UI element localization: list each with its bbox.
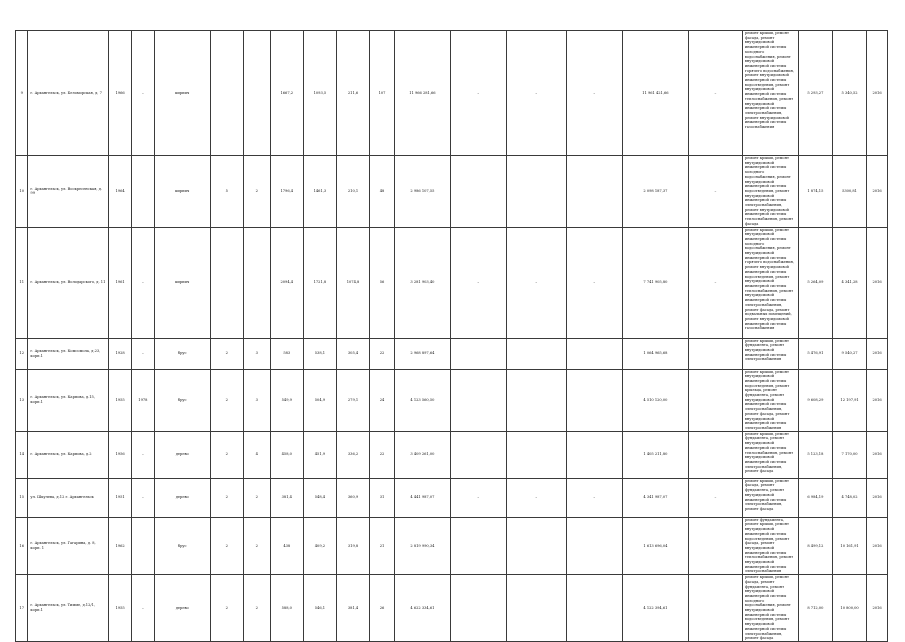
reconstruction-year-cell: 1978 [131,369,154,431]
premises-area-cell: 409,2 [303,517,336,574]
housing-register-table [15,30,888,642]
residential-area-cell: 381,4 [336,575,369,642]
planned-year-cell: 2016 [867,431,888,478]
max-unit-cost-cell: 9 540,27 [832,338,866,369]
premises-area-cell: 1461,3 [303,156,336,228]
federal-funds-cell [450,369,506,431]
local-funds-cell [566,431,622,478]
floors-cell: 2 [210,575,243,642]
max-unit-cost-cell: 4 341,28 [832,227,866,338]
floors-cell: 5 [210,156,243,228]
reconstruction-year-cell: – [131,478,154,517]
federal-funds-cell [450,156,506,228]
total-area-cell: 458,0 [270,431,303,478]
unit-cost-cell: 6 984,19 [798,478,832,517]
entrances-cell: 3 [243,338,270,369]
floors-cell: 2 [210,338,243,369]
row-number: 13 [16,369,28,431]
total-cost-cell: 4 622 334,61 [394,575,450,642]
owners-funds-cell: 4 510 120,00 [622,369,688,431]
wall-material-cell: брус [154,517,210,574]
table-row [16,31,888,156]
row-number: 9 [16,31,28,156]
residents-cell: 24 [370,369,395,431]
total-area-cell: 549,9 [270,369,303,431]
other-funds-cell [689,369,743,431]
other-funds-cell [689,431,743,478]
total-area-cell: 588,0 [270,575,303,642]
construction-year-cell: 1956 [109,431,132,478]
floors-cell: 2 [210,369,243,431]
table-row [16,431,888,478]
unit-cost-cell: 8 499,12 [798,517,832,574]
floors-cell: 2 [210,517,243,574]
entrances-cell [243,31,270,156]
works-list-cell: ремонт крыши, ремонт фундамента, ремонт внутридомовой инженерной системы теплоснабжения, ремонт внутридомовой инженерной системы электроснабжения, ремонт фасада [742,431,798,478]
premises-area-cell: 1093,5 [303,31,336,156]
local-funds-cell [566,369,622,431]
total-area-cell: 381,4 [270,478,303,517]
row-number: 15 [16,478,28,517]
wall-material-cell: брус [154,369,210,431]
address-cell: г. Архангельск, ул. Володарского, д. 11 [28,227,109,338]
local-funds-cell: – [566,227,622,338]
unit-cost-cell: 1 874,15 [798,156,832,228]
table-row [16,575,888,642]
regional-funds-cell [506,156,566,228]
address-cell: г. Архангельск, ул. Беломорская, д. 7 [28,31,109,156]
reconstruction-year-cell [131,517,154,574]
address-cell: г. Архангельск, ул. Карпова, д.15, корп.1 [28,369,109,431]
wall-material-cell: кирпич [154,156,210,228]
local-funds-cell [566,517,622,574]
floors-cell [210,31,243,156]
reconstruction-year-cell: – [131,338,154,369]
construction-year-cell: 1966 [109,31,132,156]
construction-year-cell: 1962 [109,517,132,574]
regional-funds-cell: – [506,478,566,517]
unit-cost-cell: 5 476,91 [798,338,832,369]
residents-cell: 26 [370,575,395,642]
construction-year-cell: 1955 [109,575,132,642]
works-list-cell: ремонт крыши, ремонт внутридомовой инженерной системы холодного водоснабжения, ремонт внутридомовой инженерной системы горячего водоснабжения, ремонт внутридомовой инженерной системы водоотведения, ремонт внутридомовой инженерной системы теплоснабжения, ремонт внутридомовой инженерной системы электроснабжения, ремонт фасада, ремонт подвальных помещений, ремонт внутридомовой инженерной системы газоснабжения [742,227,798,338]
works-list-cell: ремонт крыши, ремонт фундамента, ремонт внутридомовой инженерной системы электроснабжения [742,338,798,369]
construction-year-cell: 1955 [109,369,132,431]
row-number: 17 [16,575,28,642]
local-funds-cell: – [566,31,622,156]
reconstruction-year-cell [131,156,154,228]
residential-area-cell: 305,4 [336,338,369,369]
wall-material-cell: дерево [154,575,210,642]
other-funds-cell: – [689,227,743,338]
address-cell: г. Архангельск, ул. Комсомола, д.23, корп.1 [28,338,109,369]
max-unit-cost-cell: 4 748,02 [832,478,866,517]
residents-cell: 22 [370,431,395,478]
local-funds-cell: – [566,478,622,517]
regional-funds-cell [506,338,566,369]
owners-funds-cell: 1 613 696,04 [622,517,688,574]
table-row [16,156,888,228]
max-unit-cost-cell: 10 161,91 [832,517,866,574]
residential-area-cell: 360,9 [336,478,369,517]
wall-material-cell: дерево [154,431,210,478]
entrances-cell: 2 [243,156,270,228]
regional-funds-cell [506,369,566,431]
residents-cell: 31 [370,478,395,517]
row-number: 16 [16,517,28,574]
planned-year-cell: 2016 [867,478,888,517]
works-list-cell: ремонт фундамента, ремонт крыши, ремонт внутридомовой инженерной системы водоотведения, ремонт фасада, ремонт внутридомовой инженерной системы теплоснабжения, ремонт внутридомовой инженерной системы электроснабжения [742,517,798,574]
entrances-cell: 2 [243,575,270,642]
total-area-cell: 2094,4 [270,227,303,338]
residents-cell: 107 [370,31,395,156]
owners-funds-cell: 7 741 905,80 [622,227,688,338]
federal-funds-cell [450,575,506,642]
wall-material-cell: брус [154,338,210,369]
max-unit-cost-cell: 7 170,00 [832,431,866,478]
owners-funds-cell: 4 341 987,07 [622,478,688,517]
unit-cost-cell: 5 123,18 [798,431,832,478]
unit-cost-cell: 5 293,27 [798,31,832,156]
works-list-cell: ремонт крыши, ремонт фасада, ремонт фундамента, ремонт внутридомовой инженерной системы электроснабжения, ремонт фасада [742,478,798,517]
table-row [16,227,888,338]
max-unit-cost-cell: 12 197,91 [832,369,866,431]
total-cost-cell: 3 281 903,40 [394,227,450,338]
owners-funds-cell: 2 098 187,37 [622,156,688,228]
floors-cell: 2 [210,431,243,478]
entrances-cell: 2 [243,517,270,574]
wall-material-cell: кирпич [154,31,210,156]
row-number: 11 [16,227,28,338]
regional-funds-cell [506,431,566,478]
owners-funds-cell: 4 122 394,61 [622,575,688,642]
residents-cell: 21 [370,517,395,574]
max-unit-cost-cell: 10 800,00 [832,575,866,642]
floors-cell: 2 [210,478,243,517]
total-area-cell: 583 [270,338,303,369]
total-cost-cell: 3 409 261,00 [394,431,450,478]
residential-area-cell: 279,1 [336,369,369,431]
entrances-cell: 4 [243,431,270,478]
row-number: 12 [16,338,28,369]
residents-cell: 22 [370,338,395,369]
unit-cost-cell: 9 608,29 [798,369,832,431]
floors-cell [210,227,243,338]
address-cell: ул. Шкулева, д.12 г. Архангельск [28,478,109,517]
planned-year-cell: 2016 [867,517,888,574]
local-funds-cell [566,338,622,369]
premises-area-cell: 548,4 [303,478,336,517]
construction-year-cell: 1928 [109,338,132,369]
construction-year-cell: 1961 [109,227,132,338]
total-cost-cell: 2 986 107,55 [394,156,450,228]
other-funds-cell [689,338,743,369]
planned-year-cell: 2016 [867,369,888,431]
entrances-cell: 3 [243,369,270,431]
residents-cell: 48 [370,156,395,228]
unit-cost-cell: 8 712,00 [798,575,832,642]
federal-funds-cell [450,431,506,478]
federal-funds-cell [450,338,506,369]
residential-area-cell: 210,1 [336,156,369,228]
residents-cell: 56 [370,227,395,338]
reconstruction-year-cell: – [131,227,154,338]
planned-year-cell: 2016 [867,338,888,369]
total-cost-cell: 4 441 987,07 [394,478,450,517]
total-cost-cell: 4 123 560,50 [394,369,450,431]
local-funds-cell [566,575,622,642]
row-number: 10 [16,156,28,228]
reconstruction-year-cell: – [131,431,154,478]
total-area-cell: 1667,2 [270,31,303,156]
regional-funds-cell [506,575,566,642]
total-cost-cell: 2 819 990,34 [394,517,450,574]
premises-area-cell: 546,1 [303,575,336,642]
works-list-cell: ремонт крыши, ремонт фасада, ремонт внутридомовой инженерной системы холодного водоснабжения, ремонт внутридомовой инженерной системы горячего водоснабжения, ремонт внутридомовой инженерной системы водоотведения, ремонт внутридомовой инженерной системы теплоснабжения, ремонт внутридомовой инженерной системы электроснабжения, ремонт внутридомовой инженерной системы газоснабжения [742,31,798,156]
address-cell: г. Архангельск, ул. Карпова, д.2 [28,431,109,478]
total-cost-cell: 2 968 897,64 [394,338,450,369]
total-area-cell: 438 [270,517,303,574]
address-cell: г. Архангельск, ул. Воскресенская, д. 99 [28,156,109,228]
premises-area-cell: 451,9 [303,431,336,478]
row-number: 14 [16,431,28,478]
planned-year-cell: 2016 [867,575,888,642]
regional-funds-cell: – [506,31,566,156]
residential-area-cell: 211,6 [336,31,369,156]
premises-area-cell: 1721,8 [303,227,336,338]
federal-funds-cell [450,517,506,574]
works-list-cell: ремонт крыши, ремонт фасада, ремонт фундамента, ремонт внутридомовой инженерной системы холодного водоснабжения, ремонт внутридомовой инженерной системы водоотведения, ремонт внутридомовой инженерной системы электроснабжения, ремонт фасада [742,575,798,642]
regional-funds-cell [506,517,566,574]
wall-material-cell: кирпич [154,227,210,338]
reconstruction-year-cell: – [131,575,154,642]
other-funds-cell [689,575,743,642]
regional-funds-cell: – [506,227,566,338]
works-list-cell: ремонт крыши, ремонт внутридомовой инженерной системы водоотведения, ремонт крыльца, ремонт фундамента, ремонт внутридомовой инженерной системы электроснабжения, ремонт фасада, ремонт внутридомовой инженерной системы электроснабжения [742,369,798,431]
total-area-cell: 1796,4 [270,156,303,228]
table-row [16,338,888,369]
reconstruction-year-cell: – [131,31,154,156]
residential-area-cell: 319,8 [336,517,369,574]
construction-year-cell: 1951 [109,478,132,517]
other-funds-cell: – [689,478,743,517]
residential-area-cell: 1074,8 [336,227,369,338]
other-funds-cell [689,517,743,574]
max-unit-cost-cell: 5300,81 [832,156,866,228]
planned-year-cell: 2016 [867,156,888,228]
planned-year-cell: 2016 [867,31,888,156]
entrances-cell: 2 [243,478,270,517]
federal-funds-cell: – [450,31,506,156]
table-row [16,478,888,517]
other-funds-cell: – [689,31,743,156]
address-cell: г. Архангельск, ул. Гагарина, д. 8, корп. 1 [28,517,109,574]
owners-funds-cell: 1 064 965,68 [622,338,688,369]
planned-year-cell: 2016 [867,227,888,338]
premises-area-cell: 504,9 [303,369,336,431]
entrances-cell [243,227,270,338]
unit-cost-cell: 5 264,09 [798,227,832,338]
table-row [16,369,888,431]
works-list-cell: ремонт крыши, ремонт внутридомовой инженерной системы холодного водоснабжения, ремонт внутридомовой инженерной системы водоотведения, ремонт внутридомовой инженерной системы электроснабжения, ремонт внутридомовой инженерной системы теплоснабжения, ремонт фасада [742,156,798,228]
federal-funds-cell: – [450,227,506,338]
federal-funds-cell: – [450,478,506,517]
table-row [16,517,888,574]
construction-year-cell: 1964 [109,156,132,228]
wall-material-cell: дерево [154,478,210,517]
address-cell: г. Архангельск, ул. Тимме, д.12/1, корп.1 [28,575,109,642]
other-funds-cell: – [689,156,743,228]
max-unit-cost-cell: 5 340,52 [832,31,866,156]
total-cost-cell: 11 966 281,66 [394,31,450,156]
owners-funds-cell: 1 405 211,80 [622,431,688,478]
premises-area-cell: 538,1 [303,338,336,369]
local-funds-cell [566,156,622,228]
table-right-border [887,30,888,610]
residential-area-cell: 336,2 [336,431,369,478]
owners-funds-cell: 11 961 421,66 [622,31,688,156]
